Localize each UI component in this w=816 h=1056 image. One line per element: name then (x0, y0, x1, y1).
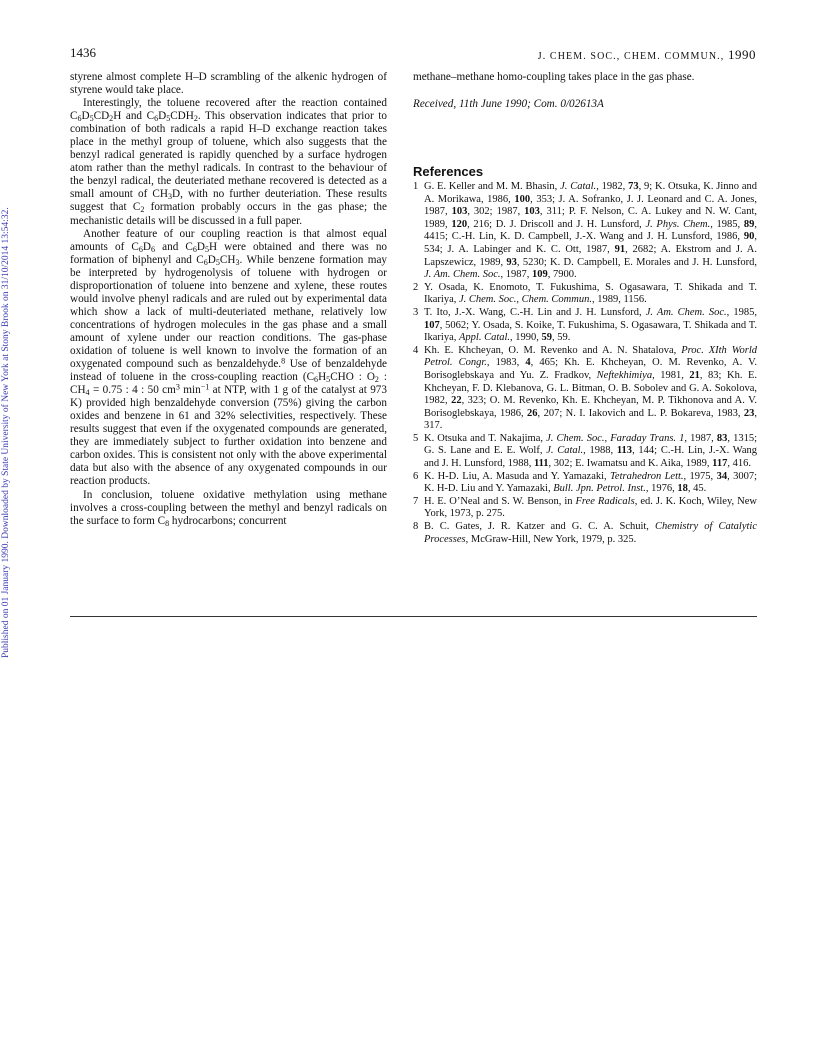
reference-number: 7 (413, 495, 419, 507)
left-column (70, 71, 387, 528)
journal-running-header (492, 47, 756, 63)
reference-item: 5 K. Otsuka and T. Nakajima, J. Chem. Soc., Faraday Trans. 1, 1987, 83, 1315; G. S. Lane and E. E. Wolf, J. Catal., 1988, 113, 144; C.-H. Lin, J.-X. Wang and J. H. Lunsford, 1988, 111, 302; E. Iwamatsu and K. Aika, 1989, 117, 416. (413, 432, 758, 470)
reference-number: 5 (413, 432, 419, 444)
reference-number: 4 (413, 344, 419, 356)
footer-rule (70, 616, 757, 617)
page-number: 1436 (70, 45, 96, 60)
paragraph-conclusion: In conclusion, toluene oxidative methylation using methane involves a cross-coupling between the methyl and benzyl radicals on the surface to form $C_8$ hydrocarbons; concurrent (70, 488, 387, 528)
reference-item: 4 Kh. E. Khcheyan, O. M. Revenko and A. N. Shatalova, Proc. XIth World Petrol. Congr., 1983, 4, 465; Kh. E. Khcheyan, O. M. Revenko, A. V. Borisoglebskaya and Yu. Z. Fradkov, Neftekhimiya, 1981, 21, 83; Kh. E. Khcheyan, F. D. Klebanova, G. L. Bitman, O. B. Sobolev and G. A. Sokolova, 1982, 22, 323; O. M. Revenko, Kh. E. Khcheyan, M. P. Tikhonova and A. V. Borisoglebskaya, 1986, 26, 207; N. I. Iakovich and L. P. Bokareva, 1983, 23, 317. (413, 344, 758, 432)
paragraph-homo-coupling: methane–methane homo-coupling takes place in the gas phase. (413, 71, 695, 83)
reference-item: 7 H. E. O’Neal and S. W. Benson, in Free Radicals, ed. J. K. Koch, Wiley, New York, 1973, p. 275. (413, 495, 757, 520)
reference-citation[interactable]: 8 (281, 356, 286, 366)
paragraph-toluene-recovered: Interestingly, the toluene recovered after the reaction contained $C_6D_5CD_2H$ and $C_6D_5CDH_2$. This observation indicates that prior to combination of both radicals a rapid H–D exchange reaction takes place in the methyl group of toluene, which also suggests that the benzyl radical generated is rapidly quenched by a surface hydrogen atom rather than the methyl radicals. In contrast to the behaviour of the benzyl radical, the deuteriated methane recovered is detected as a small amount of $CH_3D$, with no further deuteriation. These results suggest that $C_2$ formation probably occurs in the gas phase; the mechanistic details will be discussed in a full paper. (70, 97, 387, 227)
reference-item: 3 T. Ito, J.-X. Wang, C.-H. Lin and J. H. Lunsford, J. Am. Chem. Soc., 1985, 107, 5062; Y. Osada, S. Koike, T. Fukushima, S. Ogasawara, T. Shikada and T. Ikariya, Appl. Catal., 1990, 59, 59. (413, 306, 758, 344)
reference-number: 6 (413, 470, 419, 482)
reference-item: 1 G. E. Keller and M. M. Bhasin, J. Catal., 1982, 73, 9; K. Otsuka, K. Jinno and A. Morikawa, 1986, 100, 353; J. A. Sofranko, J. J. Leonard and C. A. Jones, 1987, 103, 302; 1987, 103, 311; P. F. Nelson, C. A. Lukey and N. W. Cant, 1989, 120, 216; D. J. Driscoll and J. H. Lunsford, J. Phys. Chem., 1985, 89, 4415; C.-H. Lin, K. D. Campbell, J.-X. Wang and J. H. Lunsford, 1986, 90, 534; J. A. Labinger and K. C. Ott, 1987, 91, 2682; A. Ekstrom and J. A. Lapszewicz, 1989, 93, 5230; K. D. Campbell, E. Morales and J. H. Lunsford, J. Am. Chem. Soc., 1987, 109, 7900. (413, 181, 758, 281)
reference-number: 3 (413, 306, 419, 318)
download-watermark[interactable]: Published on 01 January 1990. Downloaded by State University of New York at Stony Brook on 31/10/2014 13:54:32. (1, 207, 11, 658)
received-date: Received, 11th June 1990; Com. 0/02613A (413, 98, 604, 111)
reference-item: 6 K. H-D. Liu, A. Masuda and Y. Yamazaki, Tetrahedron Lett., 1975, 34, 3007; K. H-D. Liu and Y. Yamazaki, Bull. Jpn. Petrol. Inst., 1976, 18, 45. (413, 470, 758, 495)
reference-number: 2 (413, 281, 419, 293)
reference-number: 1 (413, 181, 419, 192)
paragraph-coupling-feature: Another feature of our coupling reaction is that almost equal amounts of $C_6D_6$ and $C_6D_5H$ were obtained and there was no formation of biphenyl and $C_6D_5CH_3$. While benzene formation may be interpreted by hydrogenolysis of toluene with hydrogen or disproportionation of toluene into benzene and xylene, these routes would involve phenyl radicals and are ruled out by experimental data which show a lack of multi-deuteriated methane, relatively low concentrations of hydrogen molecules in the gas phase and a small amount of xylene under our reaction conditions. The gas-phase oxidation of toluene is well known to involve the formation of an oxygenated compound such as benzaldehyde.$^8$ Use of benzaldehyde instead of toluene in the cross-coupling reaction ($C_6H_5CHO$ : $O_2$ : $CH_4 = 0.75$ : 4 : 50 $cm^3$ $\min^{-1}$ at NTP, with 1 g of the catalyst at 973 K) provided high benzaldehyde conversion (75%) giving the carbon oxides and benzene in 61 and 32% selectivities, respectively. These results suggest that even if the oxygenated compounds are generated, they are immediately subject to further oxidation into benzene and carbon oxides. This is consistent not only with the above experimental data but also with the absence of any oxygenated compounds in our reaction products. (70, 227, 388, 488)
journal-title: J. CHEM. SOC., CHEM. COMMUN., (537, 51, 725, 62)
right-column (413, 71, 757, 111)
journal-year: 1990 (728, 47, 756, 62)
reference-item: 2 Y. Osada, K. Enomoto, T. Fukushima, S. Ogasawara, T. Shikada and T. Ikariya, J. Chem. Soc., Chem. Commun., 1989, 1156. (413, 281, 757, 306)
reference-number: 8 (413, 521, 419, 533)
references-list (413, 181, 757, 546)
reference-item: 8 B. C. Gates, J. R. Katzer and G. C. A. Schuit, Chemistry of Catalytic Processes, McGraw-Hill, New York, 1979, p. 325. (413, 521, 757, 545)
references-heading: References (413, 164, 484, 179)
paragraph-styrene: styrene almost complete H–D scrambling of the alkenic hydrogen of styrene would take place. (70, 71, 387, 97)
